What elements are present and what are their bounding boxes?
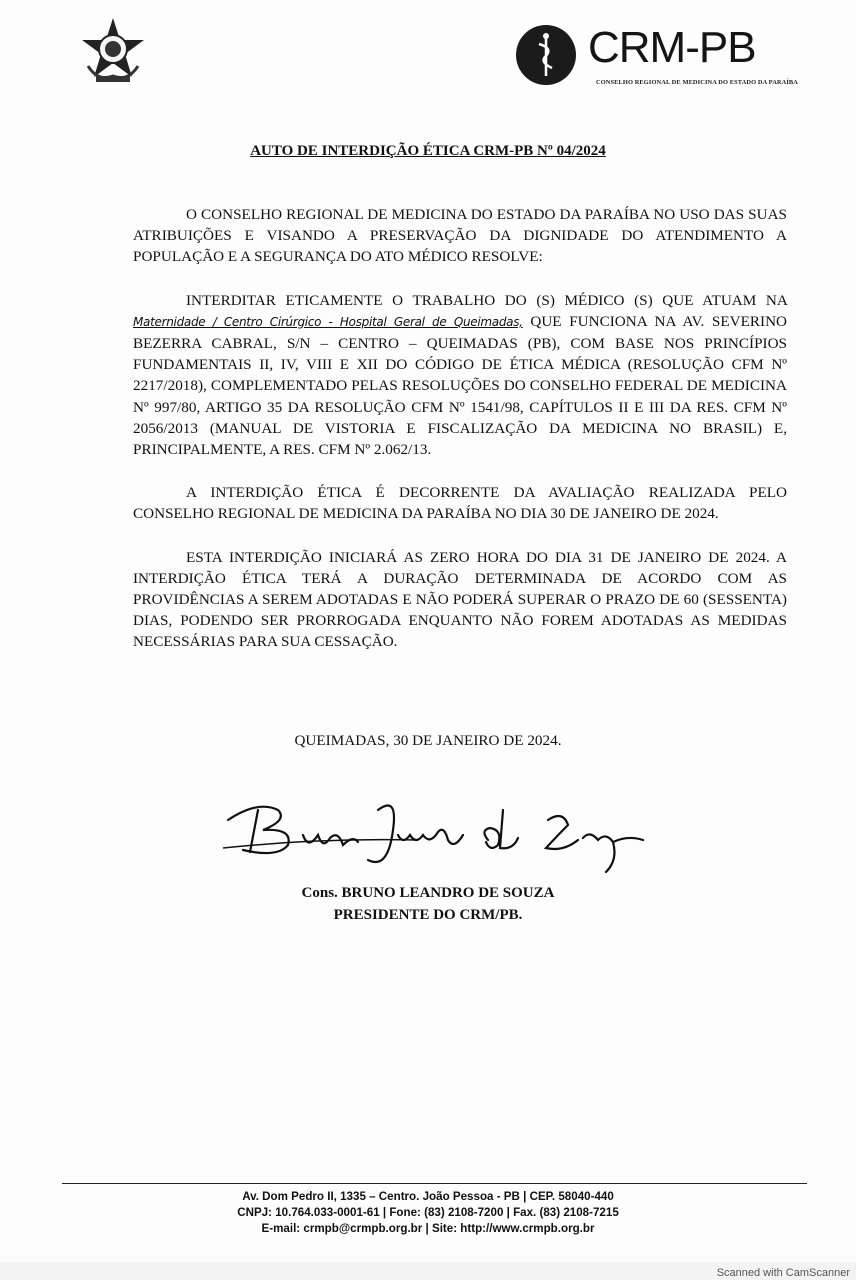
signer-name: Cons. BRUNO LEANDRO DE SOUZA [301, 885, 555, 901]
paragraph-2-start: INTERDITAR ETICAMENTE O TRABALHO DO (S) MÉDICO (S) QUE ATUAM NA [186, 291, 787, 309]
paragraph-1: O CONSELHO REGIONAL DE MEDICINA DO ESTADO DA PARAÍBA NO USO DAS SUAS ATRIBUIÇÕES E VISANDO A PRESERVAÇÃO DA DIGNIDADE DO ATENDIMENTO A POPULAÇÃO E A SEGURANÇA DO ATO MÉDICO RESOLVE: [133, 206, 787, 266]
paragraph-4: ESTA INTERDIÇÃO INICIARÁ AS ZERO HORA DO DIA 31 DE JANEIRO DE 2024. A INTERDIÇÃO ÉTICA TERÁ A DURAÇÃO DETERMINADA DE ACORDO COM AS PROVIDÊNCIAS A SEREM ADOTADAS E NÃO PODERÁ SUPERAR O PRAZO DE 60 (SESSENTA) DIAS, PODENDO SER PRORROGADA ENQUANTO NÃO FOREM ADOTADAS AS MEDIDAS NECESSÁRIAS PARA SUA CESSAÇÃO. [133, 548, 787, 651]
footer-email-site: E-mail: crmpb@crmpb.org.br | Site: http://www.crmpb.org.br [261, 1222, 595, 1235]
signer-block [0, 882, 856, 926]
handwritten-signature [218, 790, 658, 880]
paragraph-3: A INTERDIÇÃO ÉTICA É DECORRENTE DA AVALIAÇÃO REALIZADA PELO CONSELHO REGIONAL DE MEDICINA DA PARAÍBA NO DIA 30 DE JANEIRO DE 2024. [133, 484, 787, 523]
scanner-watermark: Scanned with CamScanner [716, 1267, 850, 1279]
footer-address: Av. Dom Pedro II, 1335 – Centro. João Pessoa - PB | CEP. 58040-440 [242, 1190, 614, 1203]
logo-name: CRM-PB [588, 23, 756, 72]
place-and-date: QUEIMADAS, 30 DE JANEIRO DE 2024. [294, 732, 562, 749]
handwritten-location: Maternidade / Centro Cirúrgico - Hospital Geral de Queimadas, [133, 314, 523, 329]
document-title: AUTO DE INTERDIÇÃO ÉTICA CRM-PB Nº 04/2024 [250, 143, 606, 159]
paragraph-2 [133, 290, 787, 461]
footer [0, 1189, 856, 1237]
caduceus-logo-icon [515, 24, 577, 86]
logo-subtitle: CONSELHO REGIONAL DE MEDICINA DO ESTADO DA PARAÍBA [596, 79, 799, 86]
signer-role: PRESIDENTE DO CRM/PB. [333, 907, 523, 923]
brazil-coat-of-arms-icon [78, 16, 148, 86]
footer-divider [62, 1183, 807, 1184]
footer-contacts: CNPJ: 10.764.033-0001-61 | Fone: (83) 2108-7200 | Fax. (83) 2108-7215 [237, 1206, 619, 1219]
paragraph-2-end: QUE FUNCIONA NA AV. SEVERINO BEZERRA CABRAL, S/N – CENTRO – QUEIMADAS (PB), COM BASE NOS PRINCÍPIOS FUNDAMENTAIS II, IV, VIII E XII DO CÓDIGO DE ÉTICA MÉDICA (RESOLUÇÃO CFM Nº 2217/2018), COMPLEMENTADO PELAS RESOLUÇÕES DO CONSELHO FEDERAL DE MEDICINA Nº 997/80, ARTIGO 35 DA RESOLUÇÃO CFM Nº 1541/98, CAPÍTULOS II E III DA RES. CFM Nº 2056/2013 (MANUAL DE VISTORIA E FISCALIZAÇÃO DA MEDICINA NO BRASIL) E, PRINCIPALMENTE, A RES. CFM Nº 2.062/13. [133, 312, 788, 459]
document-body [133, 204, 787, 675]
